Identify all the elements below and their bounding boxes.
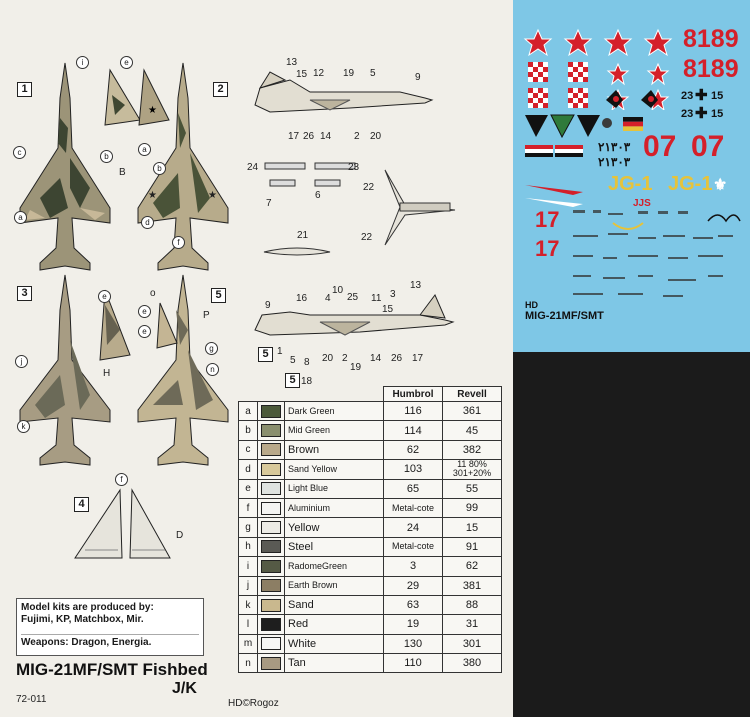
part-number-label: 12 [313, 68, 325, 79]
decal-sheet [513, 0, 750, 352]
color-swatch [261, 540, 281, 553]
humbrol-code: 24 [384, 518, 443, 537]
checker-square [528, 93, 533, 98]
paint-name: Steel [285, 537, 384, 556]
paint-swatch [258, 557, 285, 576]
paint-key: g [239, 518, 258, 537]
humbrol-code: Metal-cote [384, 498, 443, 517]
part-number-label: 10 [332, 285, 344, 296]
aircraft-top-view-5 [128, 270, 238, 470]
checker-square [533, 67, 538, 72]
revell-code: 88 [443, 595, 502, 614]
paint-row [239, 634, 502, 653]
paint-swatch [258, 440, 285, 459]
bort-number-8189-a: 8189 [683, 25, 739, 53]
part-number-label: 14 [320, 131, 332, 142]
part-number-label: 25 [347, 292, 359, 303]
part-number-label: 16 [296, 293, 308, 304]
paint-name: Earth Brown [285, 576, 384, 595]
revell-code: 11 80% 301+20% [443, 460, 502, 479]
revell-code: 62 [443, 557, 502, 576]
part-number-label: 5 [290, 355, 296, 366]
checker-square [568, 72, 573, 77]
checker-square [573, 93, 578, 98]
checker-square [538, 67, 543, 72]
checker-square [583, 88, 588, 93]
checker-square [533, 98, 538, 103]
checker-square [578, 67, 583, 72]
paint-swatch [258, 576, 285, 595]
part-number-label: 19 [350, 362, 362, 373]
callout-j: j [15, 355, 28, 368]
checker-square [568, 93, 573, 98]
paint-name: Sand [285, 595, 384, 614]
checker-square [543, 98, 548, 103]
paint-name: Yellow [285, 518, 384, 537]
arabic-serial-2: ٢١٣٠٣ [598, 155, 631, 169]
humbrol-header: Humbrol [384, 387, 443, 402]
part-number-label: 22 [361, 232, 373, 243]
cross-number-15a: 15 [711, 90, 724, 102]
checker-square [533, 88, 538, 93]
checker-square [528, 67, 533, 72]
checker-square [578, 93, 583, 98]
parts-wing-underside [375, 165, 460, 250]
checker-square [583, 77, 588, 82]
kits-note [16, 598, 204, 656]
checker-square [538, 62, 543, 67]
revell-code: 301 [443, 634, 502, 653]
checker-square [543, 103, 548, 108]
checker-square [573, 77, 578, 82]
paint-key: k [239, 595, 258, 614]
paint-swatch [258, 537, 285, 556]
callout-d: d [141, 216, 154, 229]
checker-square [568, 62, 573, 67]
part-number-label: 14 [370, 353, 382, 364]
panel-number-2: 2 [213, 82, 228, 97]
color-swatch [261, 443, 281, 456]
humbrol-code: 65 [384, 479, 443, 498]
color-swatch [261, 599, 281, 612]
bird-emblems [601, 88, 671, 110]
part-number-label: 9 [265, 300, 271, 311]
part-number-label: 3 [390, 289, 396, 300]
part-number-label: 9 [415, 72, 421, 83]
checker-square [543, 77, 548, 82]
checker-square [533, 77, 538, 82]
part-number-label: 20 [322, 353, 334, 364]
checker-square [578, 88, 583, 93]
checker-square [528, 72, 533, 77]
paint-swatch [258, 479, 285, 498]
paint-key: a [239, 402, 258, 421]
checker-square [578, 103, 583, 108]
humbrol-code: 114 [384, 421, 443, 440]
paint-name: White [285, 634, 384, 653]
paint-row [239, 518, 502, 537]
checker-square [568, 98, 573, 103]
humbrol-code: 116 [384, 402, 443, 421]
checker-square [573, 98, 578, 103]
panel-number-1: 1 [17, 82, 32, 97]
paint-row [239, 421, 502, 440]
checker-square [578, 77, 583, 82]
paint-row [239, 615, 502, 634]
checker-square [578, 72, 583, 77]
humbrol-code: 29 [384, 576, 443, 595]
revell-code: 361 [443, 402, 502, 421]
callout-B: B [119, 167, 126, 178]
tail-fin-view-2 [134, 65, 174, 130]
revell-code: 380 [443, 654, 502, 673]
balkenkreuz-icon-1: ✚ [695, 87, 708, 104]
note-line-1: Model kits are produced by: [21, 602, 154, 613]
paint-swatch [258, 615, 285, 634]
part-number-label: 5 [370, 68, 376, 79]
paint-name: Brown [285, 440, 384, 459]
svg-text:★: ★ [208, 190, 217, 201]
checker-square [533, 103, 538, 108]
checker-square [573, 62, 578, 67]
callout-e3: e [138, 305, 151, 318]
paint-row [239, 537, 502, 556]
color-swatch [261, 521, 281, 534]
tail-fin-view-5 [152, 298, 182, 353]
part-number-label: 15 [296, 69, 308, 80]
paint-row [239, 557, 502, 576]
color-swatch [261, 657, 281, 670]
panel-number-5c: 5 [285, 373, 300, 388]
checker-square [528, 62, 533, 67]
color-swatch [261, 405, 281, 418]
paint-key: j [239, 576, 258, 595]
paint-row [239, 479, 502, 498]
paint-key: i [239, 557, 258, 576]
iraq-flags [525, 145, 585, 171]
checker-square [568, 77, 573, 82]
checker-square [573, 103, 578, 108]
callout-b: b [100, 150, 113, 163]
callout-D: D [176, 530, 184, 541]
checker-square [543, 67, 548, 72]
checker-square [538, 72, 543, 77]
checker-square [543, 93, 548, 98]
color-swatch [261, 637, 281, 650]
paint-swatch [258, 421, 285, 440]
bort-number-07a: 07 [643, 130, 677, 163]
checker-square [573, 72, 578, 77]
checker-square [583, 67, 588, 72]
callout-g: g [205, 342, 218, 355]
checker-square [583, 93, 588, 98]
paint-row [239, 576, 502, 595]
revell-code: 382 [443, 440, 502, 459]
checker-square [533, 62, 538, 67]
color-swatch [261, 502, 281, 515]
panel-number-5b: 5 [258, 347, 273, 362]
humbrol-code: 110 [384, 654, 443, 673]
number-17-a: 17 [535, 207, 560, 232]
paint-name: Red [285, 615, 384, 634]
checker-square [568, 88, 573, 93]
checker-square [543, 62, 548, 67]
checker-square [528, 103, 533, 108]
checker-square [538, 103, 543, 108]
german-flag-icon [623, 117, 643, 131]
checker-square [583, 72, 588, 77]
callout-e4: e [138, 325, 151, 338]
paint-row [239, 460, 502, 479]
humbrol-code: 3 [384, 557, 443, 576]
jjs-marking: JJS [633, 198, 651, 209]
callout-k: k [17, 420, 30, 433]
checker-square [578, 98, 583, 103]
color-swatch [261, 560, 281, 573]
bort-number-07b: 07 [691, 130, 725, 163]
paint-key: f [239, 498, 258, 517]
panel-number-3: 3 [17, 286, 32, 301]
color-swatch [261, 463, 281, 476]
paint-name: Sand Yellow [285, 460, 384, 479]
paint-name: Mid Green [285, 421, 384, 440]
red-stars-row-1 [523, 28, 673, 58]
parts-drop-tank [262, 242, 332, 260]
callout-n: n [206, 363, 219, 376]
humbrol-code: 130 [384, 634, 443, 653]
fin-emblem-icon: ⚜ [713, 177, 728, 194]
part-number-label: 24 [247, 162, 259, 173]
checker-square [538, 88, 543, 93]
humbrol-code: 19 [384, 615, 443, 634]
paint-table [238, 386, 502, 673]
callout-a: a [14, 211, 27, 224]
part-number-label: 21 [297, 230, 309, 241]
hd-logo: HD [525, 300, 538, 310]
paint-row [239, 595, 502, 614]
checker-square [583, 98, 588, 103]
paint-key: e [239, 479, 258, 498]
triangle-insignia [523, 113, 613, 139]
arabic-serial-1: ٢١٣٠٣ [598, 140, 631, 154]
callout-a2: a [138, 143, 151, 156]
svg-text:★: ★ [148, 190, 157, 201]
humbrol-code: 103 [384, 460, 443, 479]
paint-name: Dark Green [285, 402, 384, 421]
callout-f2: f [115, 473, 128, 486]
color-swatch [261, 579, 281, 592]
part-number-label: 8 [304, 357, 310, 368]
wing-planform-view-4 [70, 480, 180, 565]
panel-number-5: 5 [211, 288, 226, 303]
color-swatch [261, 482, 281, 495]
paint-swatch [258, 518, 285, 537]
checker-square [538, 77, 543, 82]
paint-row [239, 654, 502, 673]
balkenkreuz-icon-2: ✚ [695, 105, 708, 122]
paint-row [239, 402, 502, 421]
humbrol-code: Metal-cote [384, 537, 443, 556]
part-number-label: 13 [410, 280, 422, 291]
callout-H: H [103, 368, 111, 379]
part-number-label: 26 [391, 353, 403, 364]
callout-e: e [120, 56, 133, 69]
checker-square [573, 67, 578, 72]
paint-key: h [239, 537, 258, 556]
jg1-marking-a: JG-1 [608, 173, 653, 195]
part-number-label: 17 [288, 131, 300, 142]
cross-number-23b: 23 [681, 108, 694, 120]
part-number-label: 1 [277, 346, 283, 357]
checker-square [543, 72, 548, 77]
note-line-3: Weapons: Dragon, Energia. [21, 634, 199, 649]
callout-e2: e [98, 290, 111, 303]
paint-row [239, 498, 502, 517]
paint-swatch [258, 634, 285, 653]
humbrol-code: 62 [384, 440, 443, 459]
decal-sheet-title: MIG-21MF/SMT [525, 310, 604, 322]
paint-key: c [239, 440, 258, 459]
dark-background [513, 352, 750, 717]
part-number-label: 2 [342, 353, 348, 364]
product-code: 72-011 [16, 694, 47, 705]
checker-square [573, 88, 578, 93]
callout-c: c [13, 146, 26, 159]
callout-O: o [150, 288, 156, 299]
copyright: HD©Rogoz [228, 698, 279, 709]
paint-name: RadomeGreen [285, 557, 384, 576]
paint-key: n [239, 654, 258, 673]
revell-code: 91 [443, 537, 502, 556]
paint-swatch [258, 460, 285, 479]
paint-swatch [258, 595, 285, 614]
paint-name: Tan [285, 654, 384, 673]
checker-square [528, 98, 533, 103]
paint-key: m [239, 634, 258, 653]
red-star-icon [648, 64, 668, 84]
revell-code: 31 [443, 615, 502, 634]
red-star-icon [608, 64, 628, 84]
paint-swatch [258, 402, 285, 421]
revell-code: 15 [443, 518, 502, 537]
part-number-label: 11 [371, 293, 382, 304]
panel-number-4: 4 [74, 497, 89, 512]
checker-square [538, 93, 543, 98]
checker-square [528, 77, 533, 82]
callout-P: P [203, 310, 210, 321]
checker-square [583, 62, 588, 67]
cross-number-23a: 23 [681, 90, 694, 102]
checker-square [583, 103, 588, 108]
checker-square [533, 72, 538, 77]
bort-number-8189-b: 8189 [683, 55, 739, 83]
revell-code: 99 [443, 498, 502, 517]
sheet-title: MIG-21MF/SMT Fishbed [16, 660, 208, 679]
revell-code: 55 [443, 479, 502, 498]
part-number-label: 20 [370, 131, 382, 142]
checker-square [568, 67, 573, 72]
part-number-label: 15 [382, 304, 394, 315]
revell-code: 45 [443, 421, 502, 440]
number-17-b: 17 [535, 236, 560, 261]
part-number-label: 18 [301, 376, 313, 387]
part-number-label: 22 [363, 182, 375, 193]
part-number-label: 13 [286, 57, 298, 68]
part-number-label: 7 [266, 198, 272, 209]
revell-header: Revell [443, 387, 502, 402]
checker-square [538, 98, 543, 103]
paint-name: Aluminium [285, 498, 384, 517]
note-line-2: Fujimi, KP, Matchbox, Mir. [21, 614, 144, 625]
part-number-label: 26 [303, 131, 315, 142]
callout-b2: b [153, 162, 166, 175]
checker-square [568, 103, 573, 108]
part-number-label: 6 [315, 190, 321, 201]
part-number-label: 17 [412, 353, 424, 364]
paint-key: l [239, 615, 258, 634]
cross-number-15b: 15 [711, 108, 724, 120]
checker-square [533, 93, 538, 98]
sheet-title-variant: J/K [172, 680, 197, 697]
color-swatch [261, 618, 281, 631]
part-number-label: 19 [343, 68, 355, 79]
paint-key: b [239, 421, 258, 440]
checker-square [543, 88, 548, 93]
humbrol-code: 63 [384, 595, 443, 614]
jg1-marking-b: JG-1 [668, 173, 713, 195]
part-number-label: 2 [354, 131, 360, 142]
svg-text:★: ★ [148, 105, 157, 116]
stencil-decals [568, 205, 743, 305]
paint-key: d [239, 460, 258, 479]
color-swatch [261, 424, 281, 437]
checker-square [528, 88, 533, 93]
revell-code: 381 [443, 576, 502, 595]
paint-name: Light Blue [285, 479, 384, 498]
part-number-label: 4 [325, 293, 331, 304]
callout-f: f [172, 236, 185, 249]
paint-swatch [258, 498, 285, 517]
part-number-label: 23 [348, 162, 360, 173]
callout-i: i [76, 56, 89, 69]
checker-square [578, 62, 583, 67]
paint-swatch [258, 654, 285, 673]
paint-row [239, 440, 502, 459]
